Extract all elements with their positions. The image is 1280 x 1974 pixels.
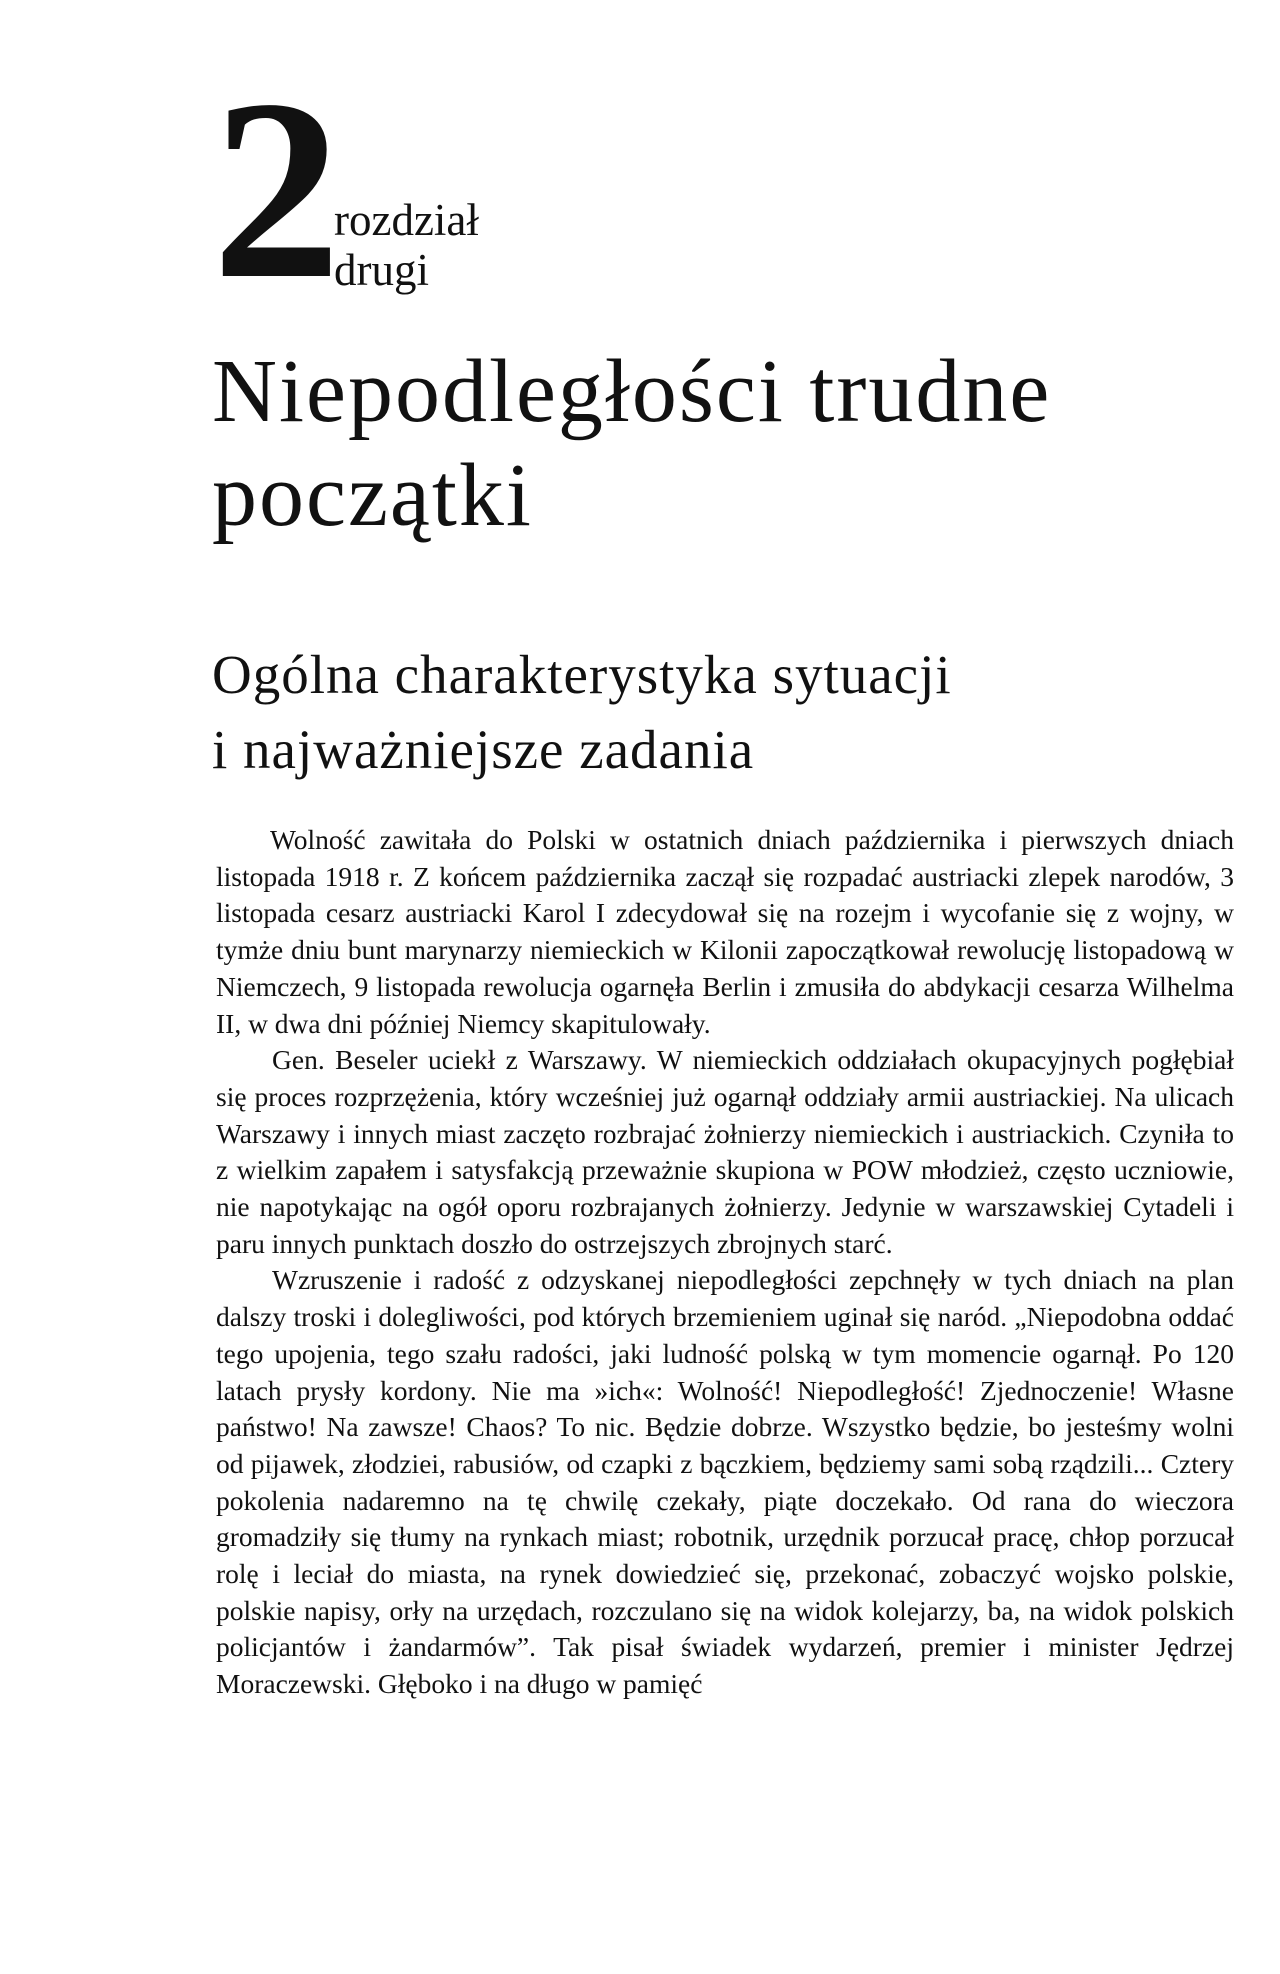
- chapter-title-line-2: początki: [212, 446, 533, 545]
- section-title: [212, 637, 1112, 787]
- paragraph: Gen. Beseler uciekł z Warszawy. W niemieckich oddziałach okupacyjnych pogłębiał się proces rozprzężenia, który wcześniej już ogarnął oddziały armii austriackiej. Na ulicach Warszawy i innych miast zaczęto rozbrajać żołnierzy niemieckich i austriackich. Czyniła to z wielkim zapałem i satysfakcją przeważnie skupiona w POW młodzież, często uczniowie, nie napotykając na ogół oporu rozbrajanych żołnierzy. Jedynie w warszawskiej Cytadeli i paru innych punktach doszło do ostrzejszych zbrojnych starć.: [216, 1044, 1234, 1259]
- section-title-line-2: i najważniejsze zadania: [212, 719, 755, 780]
- chapter-label-ordinal: drugi: [334, 245, 429, 295]
- chapter-label-word: rozdział: [334, 195, 479, 245]
- body-text: [216, 822, 1234, 1703]
- chapter-number: 2: [212, 46, 337, 332]
- section-title-line-1: Ogólna charakterystyka sytuacji: [212, 644, 952, 705]
- paragraph: Wolność zawitała do Polski w ostatnich dniach października i pierwszych dniach listopada 1918 r. Z końcem października zaczął się rozpadać austriacki zlepek narodów, 3 listopada cesarz austriacki Karol I zdecydował się na rozejm i wycofanie się z wojny, w tymże dniu bunt marynarzy niemieckich w Kilonii zapoczątkował rewolucję listopadową w Niemczech, 9 listopada rewolucja ogarnęła Berlin i zmusiła do abdykacji cesarza Wilhelma II, w dwa dni później Niemcy skapitulowały.: [216, 824, 1234, 1039]
- chapter-heading: [212, 46, 612, 332]
- chapter-title-line-1: Niepodległości trudne: [212, 342, 1052, 441]
- paragraph: Wzruszenie i radość z odzyskanej niepodległości zepchnęły w tych dniach na plan dalszy troski i dolegliwości, pod których brzemieniem uginał się naród. „Niepodobna oddać tego upojenia, tego szału radości, jaki ludność polską w tym momencie ogarnął. Po 120 latach prysły kordony. Nie ma »ich«: Wolność! Niepodległość! Zjednoczenie! Własne państwo! Na zawsze! Chaos? To nic. Będzie dobrze. Wszystko będzie, bo jesteśmy wolni od pijawek, złodziei, rabusiów, od czapki z bączkiem, będziemy sami sobą rządzili... Cztery pokolenia nadaremno na tę chwilę czekały, piąte doczekało. Od rana do wieczora gromadziły się tłumy na rynkach miast; robotnik, urzędnik porzucał pracę, chłop porzucał rolę i leciał do miasta, na rynek dowiedzieć się, przekonać, zobaczyć wojsko polskie, polskie napisy, orły na urzędach, rozczulano się na widok kolejarzy, ba, na widok polskich policjantów i żandarmów”. Tak pisał świadek wydarzeń, premier i minister Jędrzej Moraczewski. Głęboko i na długo w pamięć: [216, 1264, 1234, 1700]
- chapter-title: [212, 340, 1112, 548]
